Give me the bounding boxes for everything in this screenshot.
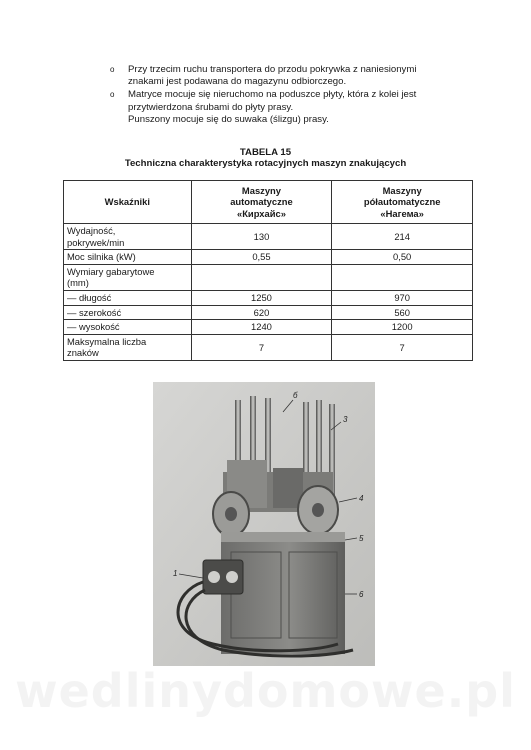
bullet-mark: o [110, 90, 115, 100]
cell-semiautomatic: 560 [332, 305, 473, 320]
table-row [64, 264, 473, 290]
cell-automatic: 0,55 [191, 250, 332, 265]
bullet-text: Przy trzecim ruchu transportera do przodu pokrywka z naniesionymi [128, 64, 417, 75]
header-line: automatyczne [230, 196, 293, 208]
row-label: Wydajność, pokrywek/min [64, 224, 192, 250]
bullet-text: Punszony mocuje się do suwaka (ślizgu) prasy. [128, 113, 329, 125]
cell-automatic [191, 264, 332, 290]
table-row [64, 320, 473, 335]
figure-label: 4 [359, 494, 364, 503]
table-row [64, 334, 473, 360]
watermark: wedlinydomowe.pl [15, 664, 516, 718]
table-row [64, 290, 473, 305]
cell-semiautomatic: 214 [332, 224, 473, 250]
cell-semiautomatic: 970 [332, 290, 473, 305]
figure-label: 3 [343, 415, 348, 424]
figure-label: 5 [359, 534, 364, 543]
table-caption: TABELA 15 [239, 147, 292, 158]
row-label: — szerokość [64, 305, 192, 320]
row-label: Maksymalna liczba znaków [64, 334, 192, 360]
bullet-mark: o [110, 65, 115, 74]
figure-label: 6 [359, 590, 364, 599]
row-label: Wymiary gabarytowe (mm) [64, 264, 192, 290]
figure-label: б [293, 391, 298, 400]
header-indicators: Wskaźniki [64, 181, 192, 224]
cell-semiautomatic: 7 [332, 334, 473, 360]
bullet-item [110, 89, 470, 126]
header-line: Maszyny [241, 184, 282, 196]
table-row [64, 250, 473, 265]
cell-semiautomatic: 0,50 [332, 250, 473, 265]
cell-automatic: 620 [191, 305, 332, 320]
row-label: — długość [64, 290, 192, 305]
header-line: Maszyny [382, 184, 422, 196]
cell-automatic: 130 [191, 224, 332, 250]
table-row [64, 224, 473, 250]
machine-photo [153, 382, 375, 666]
row-label: — wysokość [64, 320, 192, 335]
header-automatic [191, 181, 332, 224]
cell-automatic: 7 [191, 334, 332, 360]
header-line: «Кирхайс» [237, 207, 286, 219]
spec-table [63, 180, 473, 361]
table-header-row [64, 181, 473, 224]
bullet-text: przytwierdzona śrubami do płyty prasy. [128, 101, 294, 113]
header-line: półautomatyczne [363, 196, 441, 208]
header-line: «Нагема» [380, 207, 424, 219]
cell-automatic: 1250 [191, 290, 332, 305]
cell-automatic: 1240 [191, 320, 332, 335]
bullet-list [110, 64, 470, 126]
row-label: Moc silnika (kW) [64, 250, 192, 265]
bullet-text: znakami jest podawana do magazynu odbiorczego. [128, 76, 347, 88]
bullet-item [110, 64, 470, 88]
table-row [64, 305, 473, 320]
header-semiautomatic [332, 181, 473, 224]
figure-label: 1 [173, 569, 178, 578]
cell-semiautomatic: 1200 [332, 320, 473, 335]
cell-semiautomatic [332, 264, 473, 290]
bullet-text: Matryce mocuje się nieruchomo na poduszce płyty, która z kolei jest [128, 89, 417, 101]
table-title: Techniczna charakterystyka rotacyjnych maszyn znakujących [124, 158, 407, 169]
